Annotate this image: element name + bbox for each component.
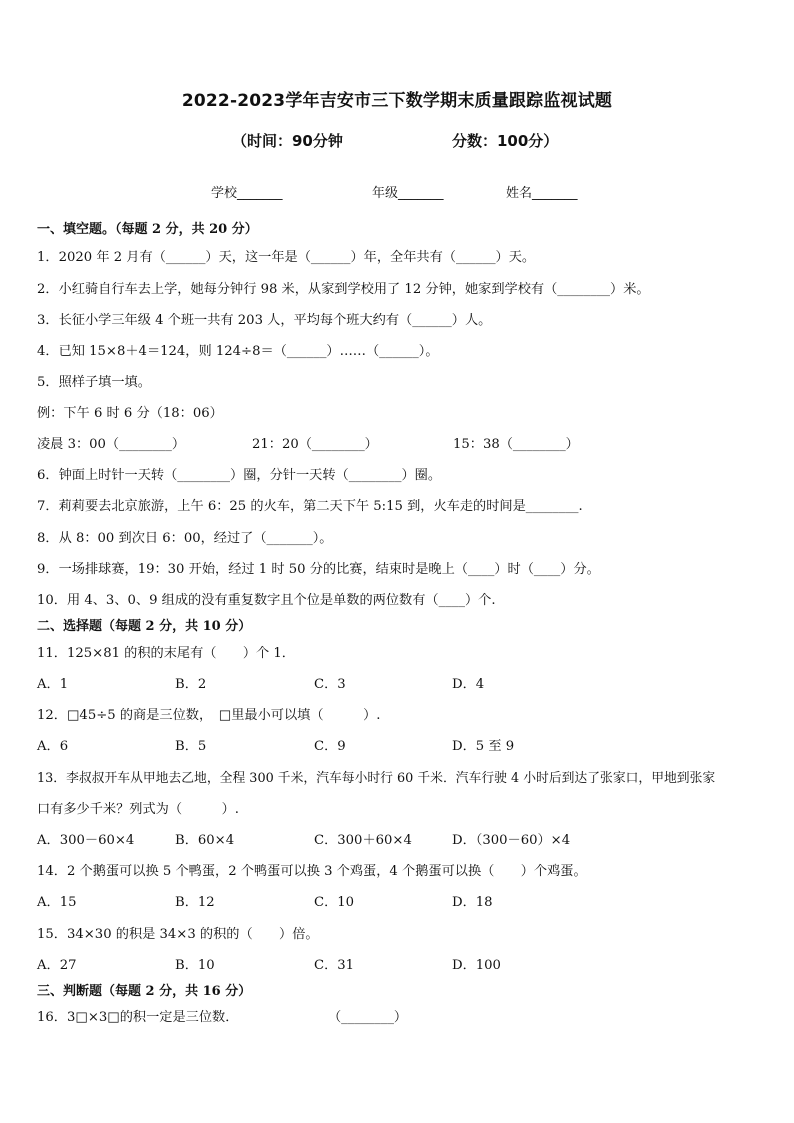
question-8: 8．从 8：00 到次日 6：00，经过了（_______）。 <box>37 531 333 546</box>
section1-heading: 一、填空题。（每题 2 分，共 20 分） <box>37 222 258 237</box>
q15-option-d: D．100 <box>452 958 501 973</box>
question-12: 12．□45÷5 的商是三位数， □里最小可以填（ ）. <box>37 708 381 723</box>
question-11: 11．125×81 的积的末尾有（ ）个 1． <box>37 646 295 661</box>
q14-option-c: C．10 <box>314 895 355 910</box>
question-13-line2: 口有多少千米？列式为（ ）. <box>37 802 240 817</box>
q14-option-d: D．18 <box>452 895 493 910</box>
question-2: 2．小红骑自行车去上学，她每分钟行 98 米，从家到学校用了 12 分钟，她家到学校有（________）米。 <box>37 282 650 297</box>
question-9: 9．一场排球赛，19：30 开始，经过 1 时 50 分的比赛，结束时是晚上（____）时（____）分。 <box>37 562 600 577</box>
q14-option-a: A．15 <box>37 895 77 910</box>
q12-option-b: B．5 <box>175 739 207 754</box>
question-10: 10．用 4、3、0、9 组成的没有重复数字且个位是单数的两位数有（____）个. <box>37 593 496 608</box>
school-field: 学校_______ <box>211 186 283 201</box>
section3-heading: 三、判断题（每题 2 分，共 16 分） <box>37 984 252 999</box>
q11-option-c: C．3 <box>314 677 346 692</box>
question-6: 6．钟面上时针一天转（________）圈，分针一天转（________）圈。 <box>37 468 442 483</box>
question-5: 5．照样子填一填。 <box>37 375 151 390</box>
q13-option-a: A．300－60×4 <box>37 833 135 848</box>
q15-option-a: A．27 <box>37 958 77 973</box>
question-15: 15．34×30 的积是 34×3 的积的（ ）倍。 <box>37 927 319 942</box>
question-16: 16．3□×3□的积一定是三位数． <box>37 1010 239 1025</box>
question-5-c: 15：38（________） <box>453 437 579 452</box>
question-14: 14．2 个鹅蛋可以换 5 个鸭蛋，2 个鸭蛋可以换 3 个鸡蛋，4 个鹅蛋可以换（ ）个鸡蛋。 <box>37 864 587 879</box>
page-title: 2022-2023学年吉安市三下数学期末质量跟踪监视试题 <box>181 91 613 111</box>
question-5-b: 21：20（________） <box>252 437 378 452</box>
question-4: 4．已知 15×8＋4＝124，则 124÷8＝（______）……（______）。 <box>37 344 439 359</box>
q12-option-d: D．5 至 9 <box>452 739 515 754</box>
question-13-line1: 13．李叔叔开车从甲地去乙地，全程 300 千米，汽车每小时行 60 千米．汽车行驶 4 小时后到达了张家口，甲地到张家 <box>37 771 716 786</box>
question-5-a: 凌晨 3：00（________） <box>37 437 186 452</box>
exam-score: 分数：100分） <box>452 132 559 150</box>
q13-option-c: C．300＋60×4 <box>314 833 412 848</box>
question-7: 7．莉莉要去北京旅游，上午 6：25 的火车，第二天下午 5:15 到，火车走的时间是________. <box>37 499 583 514</box>
q14-option-b: B．12 <box>175 895 215 910</box>
question-3: 3．长征小学三年级 4 个班一共有 203 人，平均每个班大约有（______）人。 <box>37 313 492 328</box>
question-5-example: 例：下午 6 时 6 分（18：06） <box>37 406 223 421</box>
name-field: 姓名_______ <box>506 186 578 201</box>
exam-time: （时间：90分钟 <box>232 132 343 150</box>
q15-option-c: C．31 <box>314 958 355 973</box>
section2-heading: 二、选择题（每题 2 分，共 10 分） <box>37 619 252 634</box>
question-16-blank: （________） <box>328 1010 408 1025</box>
q11-option-b: B．2 <box>175 677 207 692</box>
q15-option-b: B．10 <box>175 958 215 973</box>
grade-field: 年级_______ <box>372 186 444 201</box>
q12-option-a: A．6 <box>37 739 69 754</box>
q12-option-c: C．9 <box>314 739 346 754</box>
q13-option-d: D．（300－60）×4 <box>452 833 571 848</box>
q13-option-b: B．60×4 <box>175 833 235 848</box>
question-1: 1．2020 年 2 月有（______）天，这一年是（______）年，全年共有（______）天。 <box>37 250 536 265</box>
q11-option-d: D．4 <box>452 677 485 692</box>
q11-option-a: A．1 <box>37 677 69 692</box>
